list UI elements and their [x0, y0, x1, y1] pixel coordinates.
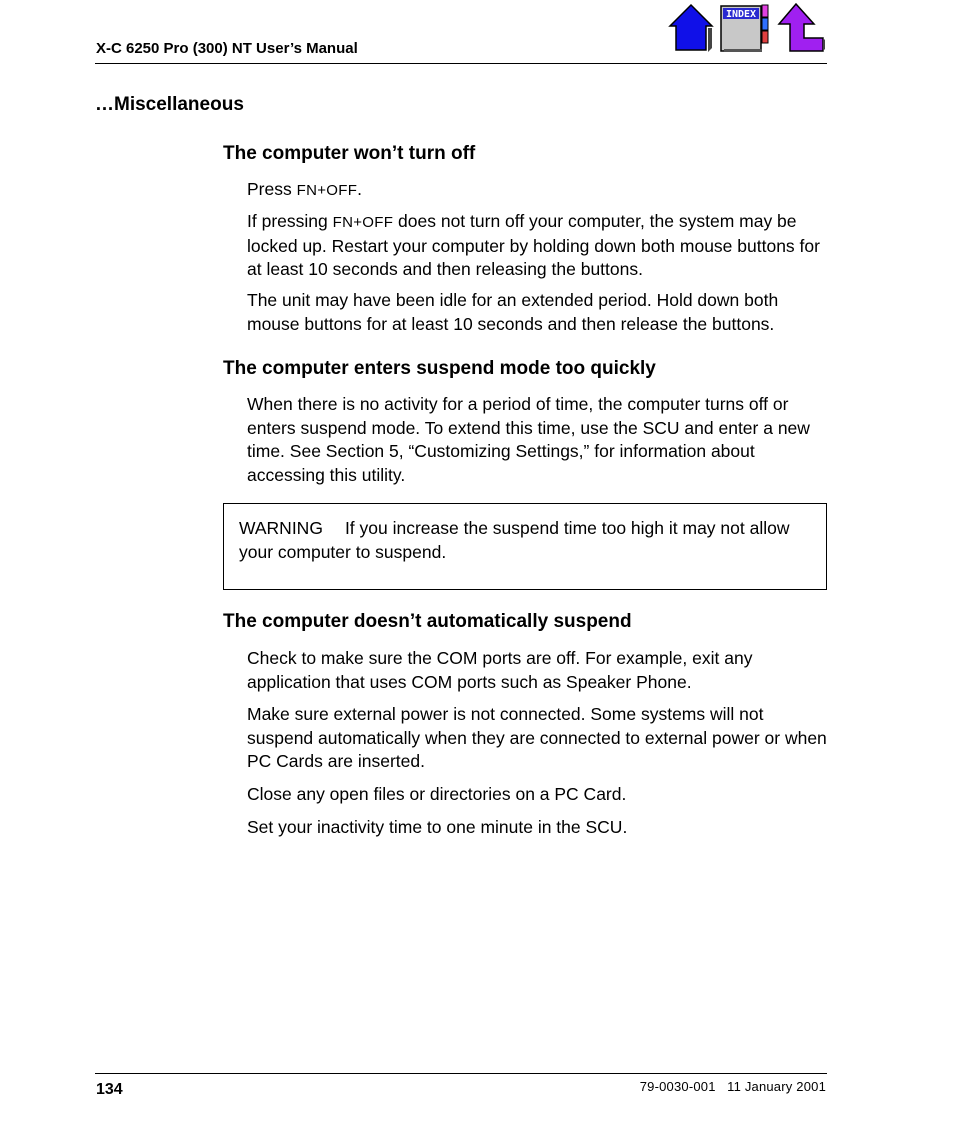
warning-box	[223, 503, 827, 590]
paragraph: Check to make sure the COM ports are off. For example, exit any application that uses COM ports such as Speaker Phone.	[247, 648, 753, 692]
warning-label: WARNING	[239, 518, 323, 538]
header-rule	[95, 63, 827, 64]
section-title: …Miscellaneous	[95, 94, 244, 115]
paragraph: Set your inactivity time to one minute in the SCU.	[247, 817, 628, 837]
page-number: 134	[96, 1081, 123, 1098]
paragraph: If pressing FN+OFF does not turn off your computer, the system may be locked up. Restart your computer by holding down both mouse buttons for at least 10 seconds and then releasing the buttons.	[247, 211, 820, 279]
topic-heading: The computer won’t turn off	[223, 143, 476, 164]
paragraph: Press FN+OFF.	[247, 179, 363, 199]
up-arrow-icon[interactable]	[776, 3, 826, 53]
document-id: 79-0030-001 11 January 2001	[639, 1079, 826, 1094]
warning-text: WARNING If you increase the suspend time too high it may not allow your computer to suspend.	[239, 518, 790, 562]
key-combo: FN+OFF	[296, 182, 358, 199]
paragraph: Close any open files or directories on a PC Card.	[247, 784, 627, 804]
document-date: 11 January 2001	[727, 1079, 826, 1094]
index-icon[interactable]	[720, 3, 770, 53]
paragraph: When there is no activity for a period of time, the computer turns off or enters suspend mode. To extend this time, use the SCU and enter a new time. See Section 5, “Customizing Settings,” for information about accessing this utility.	[247, 394, 810, 485]
topic-heading: The computer enters suspend mode too quickly	[223, 358, 656, 379]
manual-title: X-C 6250 Pro (300) NT User’s Manual	[96, 40, 358, 57]
index-label: INDEX	[725, 9, 757, 20]
key-combo: FN+OFF	[332, 214, 394, 231]
home-icon[interactable]	[668, 3, 714, 52]
footer-rule	[95, 1073, 827, 1074]
paragraph: Make sure external power is not connected. Some systems will not suspend automatically when they are connected to external power or when PC Cards are inserted.	[247, 704, 827, 771]
paragraph: The unit may have been idle for an extended period. Hold down both mouse buttons for at least 10 seconds and then release the buttons.	[247, 290, 779, 334]
topic-heading: The computer doesn’t automatically suspend	[223, 611, 632, 632]
